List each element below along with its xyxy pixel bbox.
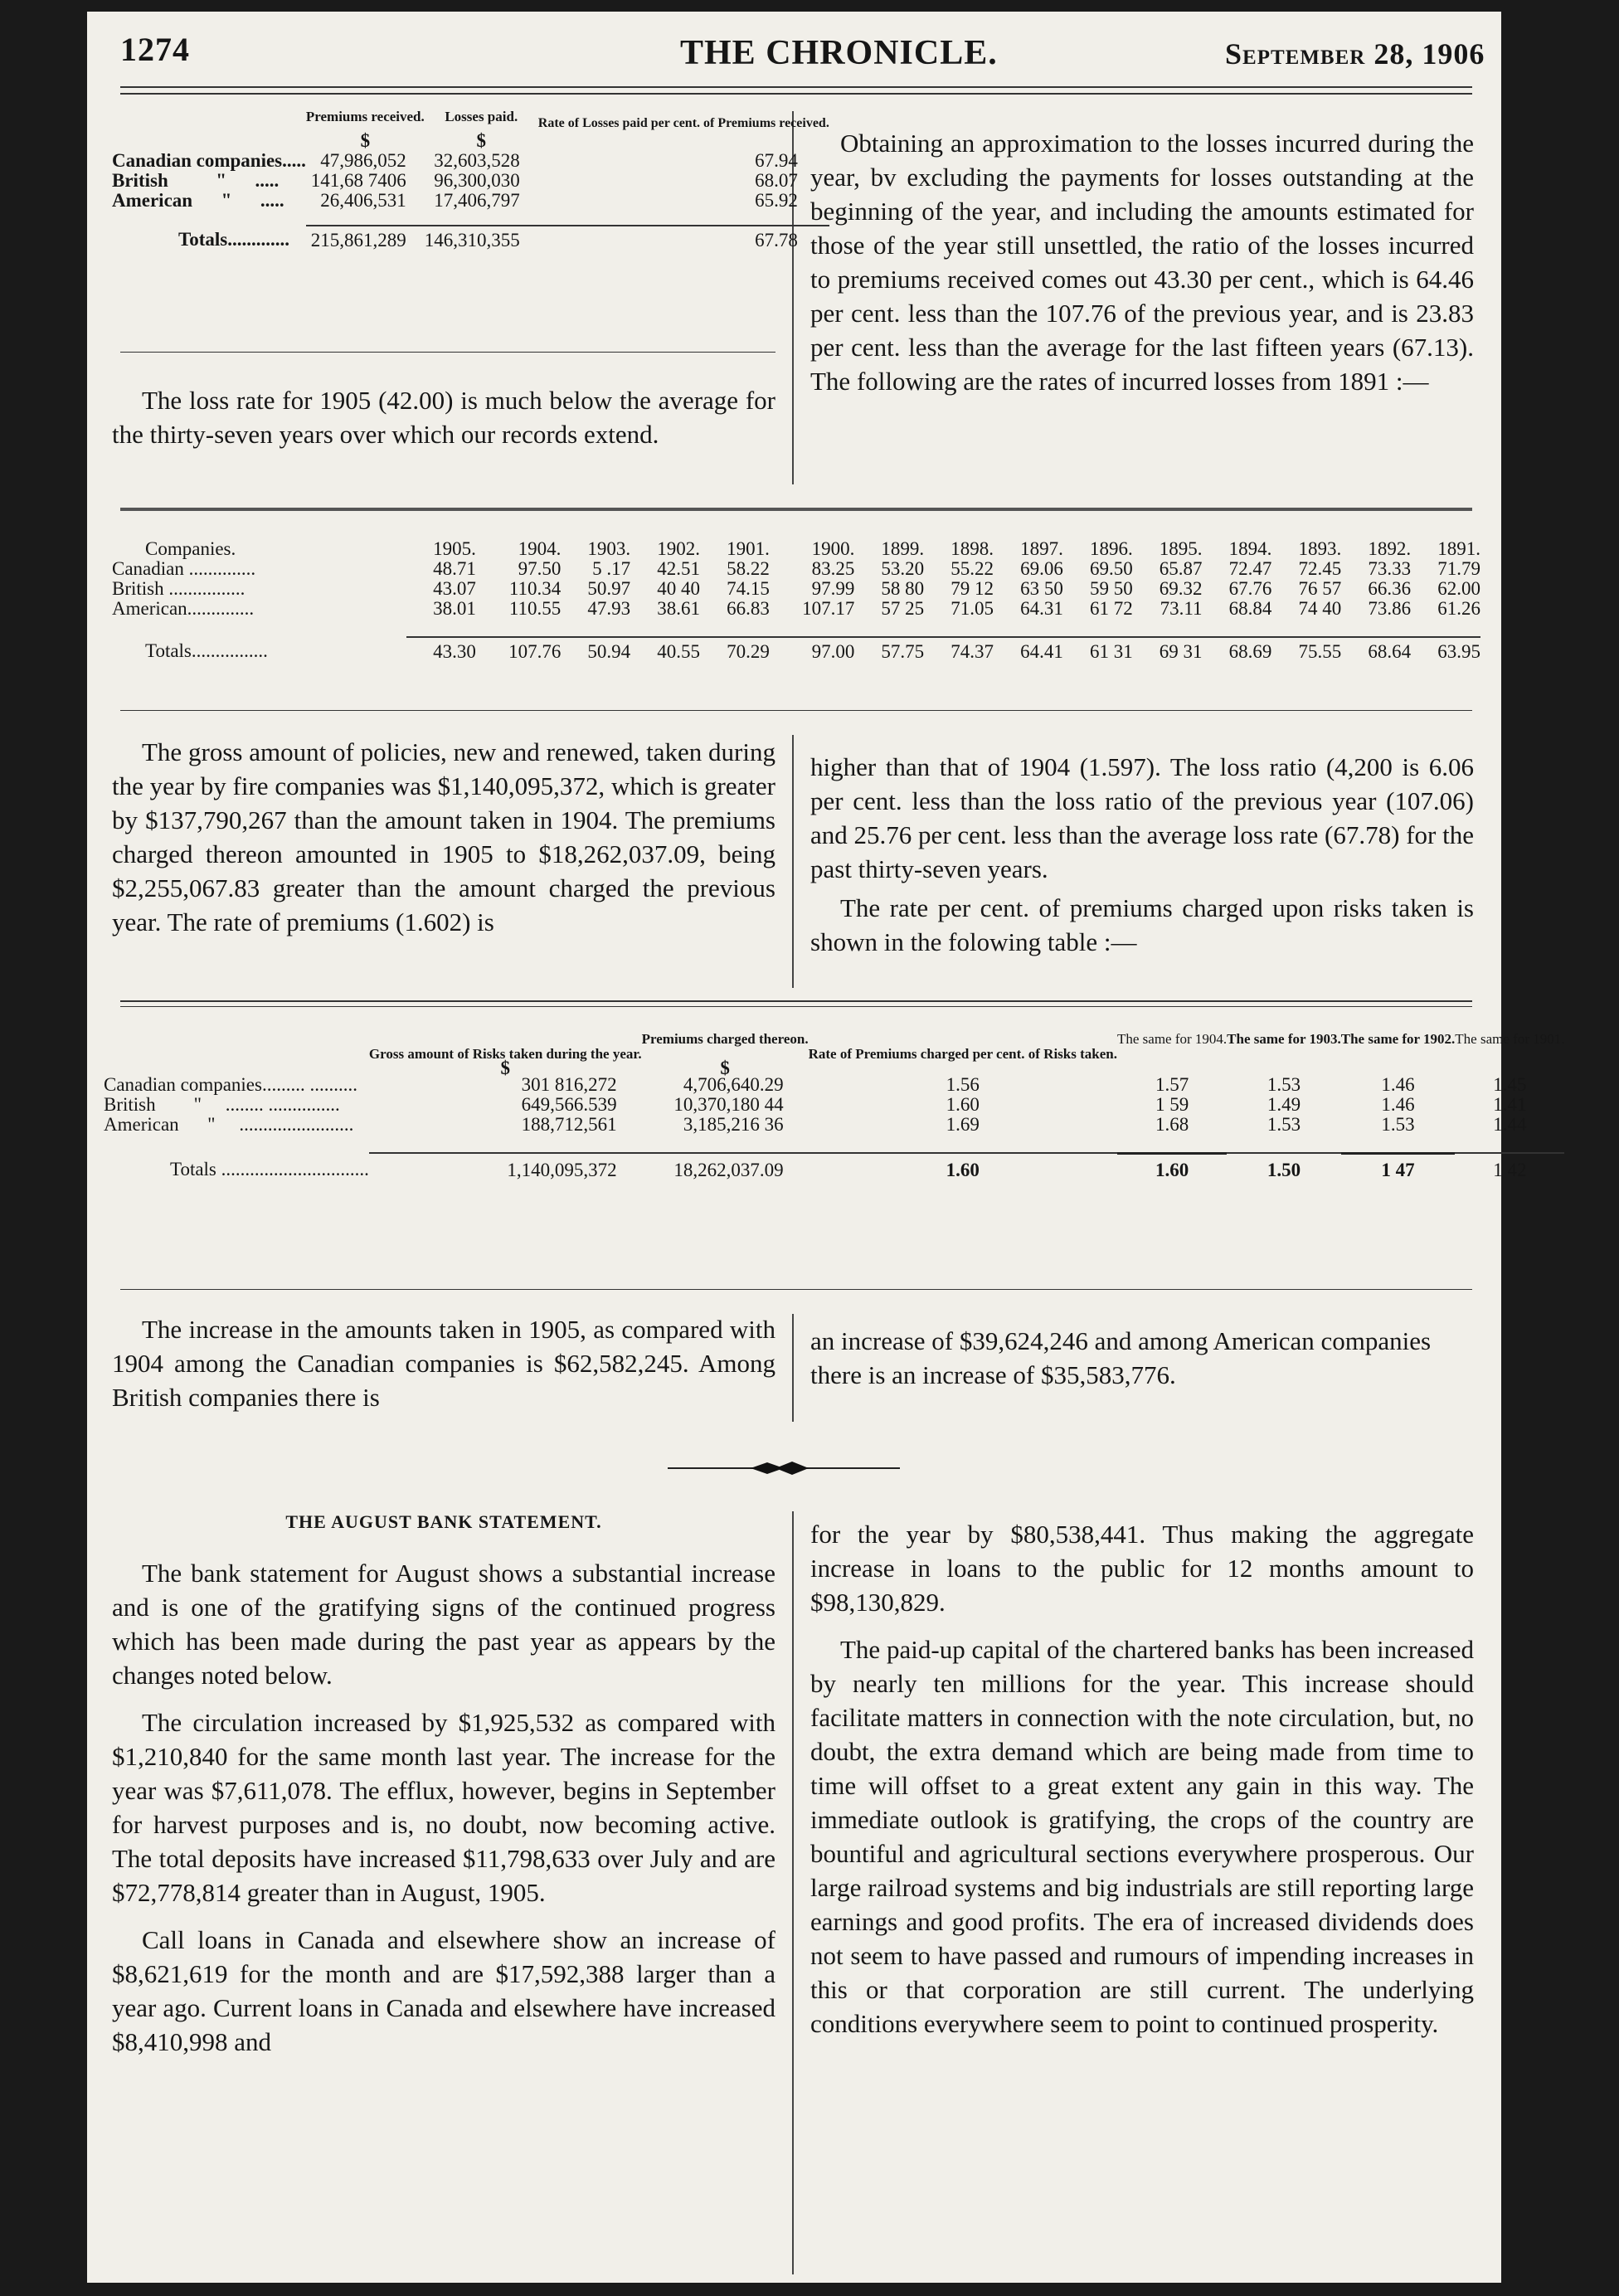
paragraph: for the year by $80,538,441. Thus making the aggregate increase in loans to the public for 12 months amount to $98,130,829. bbox=[810, 1520, 1474, 1617]
text-loss-ratio: higher than that of 1904 (1.597). The loss ratio (4,200 is 6.06 per cent. less than the loss ratio of the previous year (107.06) and 25.76 per cent. less than the average loss rate (67.78) for the past thirty-seven years. The rate per cent. of premiums charged upon risks taken is shown in the folowing table :— bbox=[810, 752, 1474, 956]
paragraph: Call loans in Canada and elsewhere show an increase of $8,621,619 for the month and are $17,592,388 larger than a year ago. Current loans in Canada and elsewhere have increased $8,410,998 and bbox=[112, 1925, 775, 2056]
table-incurred-losses bbox=[112, 539, 1480, 665]
section-title: THE AUGUST BANK STATEMENT. bbox=[285, 1511, 602, 1532]
text-incurred-losses: Obtaining an approximation to the losses incurred during the year, bv excluding the payments for losses outstanding at the beginning of the year, and including the amounts estimated for those of the year still unsettled, the ratio of the losses incurred to premiums received comes out 43.30 per cent., which is 64.46 per cent. less than the 107.76 of the previous year, and is 23.83 per cent. less than the average for the last fifteen years (67.13). The following are the rates of incurred losses from 1891 :— bbox=[810, 129, 1474, 396]
table-row: Canadian .............. 48.71 97.50 5 .17 42.51 58.22 83.25 53.20 55.22 69.06 69.50 65.87 72.47 72.45 73.33 71.79 bbox=[112, 558, 1480, 579]
column-divider bbox=[792, 1314, 794, 1422]
newspaper-page bbox=[87, 12, 1565, 2283]
rule bbox=[120, 508, 1472, 511]
table-row: Canadian companies......... .......... 301 816,272 4,706,640.29 1.56 1.57 1.53 1.46 1.45 bbox=[104, 1074, 1527, 1095]
col-premiums-header: Premiums received. bbox=[305, 109, 425, 124]
rule bbox=[120, 1000, 1472, 1002]
totals-row: Totals................ 43.30 107.76 50.94 40.55 70.29 97.00 57.75 74.37 64.41 61 31 69 31 68.69 75.55 68.64 63.95 bbox=[145, 640, 1480, 662]
header-rule-1 bbox=[120, 86, 1472, 88]
rule bbox=[120, 1289, 1472, 1290]
totals-row: Totals ............................... 1,140,095,372 18,262,037.09 1.60 1.60 1.50 1 47 1 42 bbox=[170, 1159, 1527, 1180]
page-title: THE CHRONICLE. bbox=[680, 34, 998, 72]
bank-statement-left bbox=[112, 1556, 775, 2059]
rule bbox=[120, 352, 775, 353]
table-premium-rates: Gross amount of Risks taken during the year. Premiums charged thereon. Rate of Premiums charged per cent. of Risks taken. The same for 1904. The same for 1903. The same for 1902. The same for 1901. $ $ Canadian companies......... .......... 301 816,272 4,706,640.29 1.56 1.57 1.53 1.46 1.45 British " ........ ............... 649,566.539 10,370,180 44 1.60 1 59 1.49 1.46 1.41 American " ........................ 188,712,561 3,185,216 36 1.69 1.68 1.53 1.53 1.44 Totals ............................... 1,140,095,372 18,262,037.09 1.60 1.60 1.50 1 47 1 42 bbox=[104, 1032, 1480, 1186]
col-rate-header: Rate of Losses paid per cent. of Premiums received. bbox=[537, 116, 829, 130]
unit-dollar: $ bbox=[360, 130, 371, 151]
table-row: Canadian companies..... 47,986,052 32,603,528 67.94 bbox=[112, 150, 798, 171]
text-loss-rate: The loss rate for 1905 (42.00) is much below the average for the thirty-seven years over which our records extend. bbox=[112, 386, 775, 449]
table-row: American " ........................ 188,712,561 3,185,216 36 1.69 1.68 1.53 1.53 1.44 bbox=[104, 1114, 1527, 1135]
column-divider-mid bbox=[792, 735, 794, 988]
col-losses-header: Losses paid. bbox=[445, 109, 518, 124]
ornament-divider bbox=[668, 1458, 900, 1478]
text-increase-cont: an increase of $39,624,246 and among American companies there is an increase of $35,583,776. bbox=[810, 1326, 1432, 1389]
text-gross-amount: The gross amount of policies, new and renewed, taken during the year by fire companies was $1,140,095,372, which is greater by $137,790,267 than the amount taken in 1904. The premiums charged thereon amounted in 1905 to $18,262,037.09, being $2,255,067.83 greater than the amount charged the previous year. The rate of premiums (1.602) is bbox=[112, 737, 775, 936]
unit-dollar: $ bbox=[476, 130, 487, 151]
paragraph: The bank statement for August shows a substantial increase and is one of the gratifying signs of the continued progress which has been made during the past year as appears by the changes noted below. bbox=[112, 1559, 775, 1690]
table-row: American " ..... 26,406,531 17,406,797 65.92 bbox=[112, 190, 798, 211]
table-losses-premiums bbox=[112, 109, 829, 254]
rule bbox=[120, 1006, 1472, 1007]
totals-row: Totals............. 215,861,289 146,310,355 67.78 bbox=[178, 229, 798, 251]
page-date: September 28, 1906 bbox=[1225, 37, 1485, 71]
header-rule-2 bbox=[120, 93, 1472, 95]
table-row: British " ..... 141,68 7406 96,300,030 68.07 bbox=[112, 170, 798, 191]
table-row: British ................ 43.07 110.34 50.97 40 40 74.15 97.99 58 80 79 12 63 50 59 50 69.32 67.76 76 57 66.36 62.00 bbox=[112, 578, 1480, 599]
paragraph: The paid-up capital of the chartered banks has been increased by nearly ten millions for the year. This increase should facilitate matters in connection with the note circulation, but, no doubt, the extra demand which are being made from time to time will offset to a great extent any gain in this way. The immediate outlook is gratifying, the crops of the country are bountiful and agricultural sections everywhere prosperous. Our large railroad systems and big industrials are still reporting large earnings and good profits. The era of increased dividends does not seem to have passed and rumours of impending increases in this or that corporation are still current. The underlying conditions everywhere seem to point to continued prosperity. bbox=[810, 1635, 1474, 2038]
page-number: 1274 bbox=[120, 31, 190, 68]
table-row: British " ........ ............... 649,566.539 10,370,180 44 1.60 1 59 1.49 1.46 1.41 bbox=[104, 1094, 1527, 1115]
column-divider-bottom bbox=[792, 1511, 794, 2274]
table-header-row: Companies. 1905. 1904. 1903. 1902. 1901. 1900. 1899. 1898. 1897. 1896. 1895. 1894. 1893. 1892. 1891. bbox=[145, 538, 1480, 559]
bank-statement-right bbox=[810, 1517, 1474, 2041]
rule bbox=[120, 710, 1472, 711]
text-increase: The increase in the amounts taken in 1905, as compared with 1904 among the Canadian companies is $62,582,245. Among British companies there is bbox=[112, 1315, 775, 1412]
paragraph: The circulation increased by $1,925,532 as compared with $1,210,840 for the same month last year. The increase for the year was $7,611,078. The efflux, however, begins in September for harvest purposes and is, no doubt, now becoming active. The total deposits have increased $11,798,633 over July and are $72,778,814 greater than in August, 1905. bbox=[112, 1708, 775, 1907]
table-row: American.............. 38.01 110.55 47.93 38.61 66.83 107.17 57 25 71.05 64.31 61 72 73.11 68.84 74 40 73.86 61.26 bbox=[112, 598, 1480, 619]
